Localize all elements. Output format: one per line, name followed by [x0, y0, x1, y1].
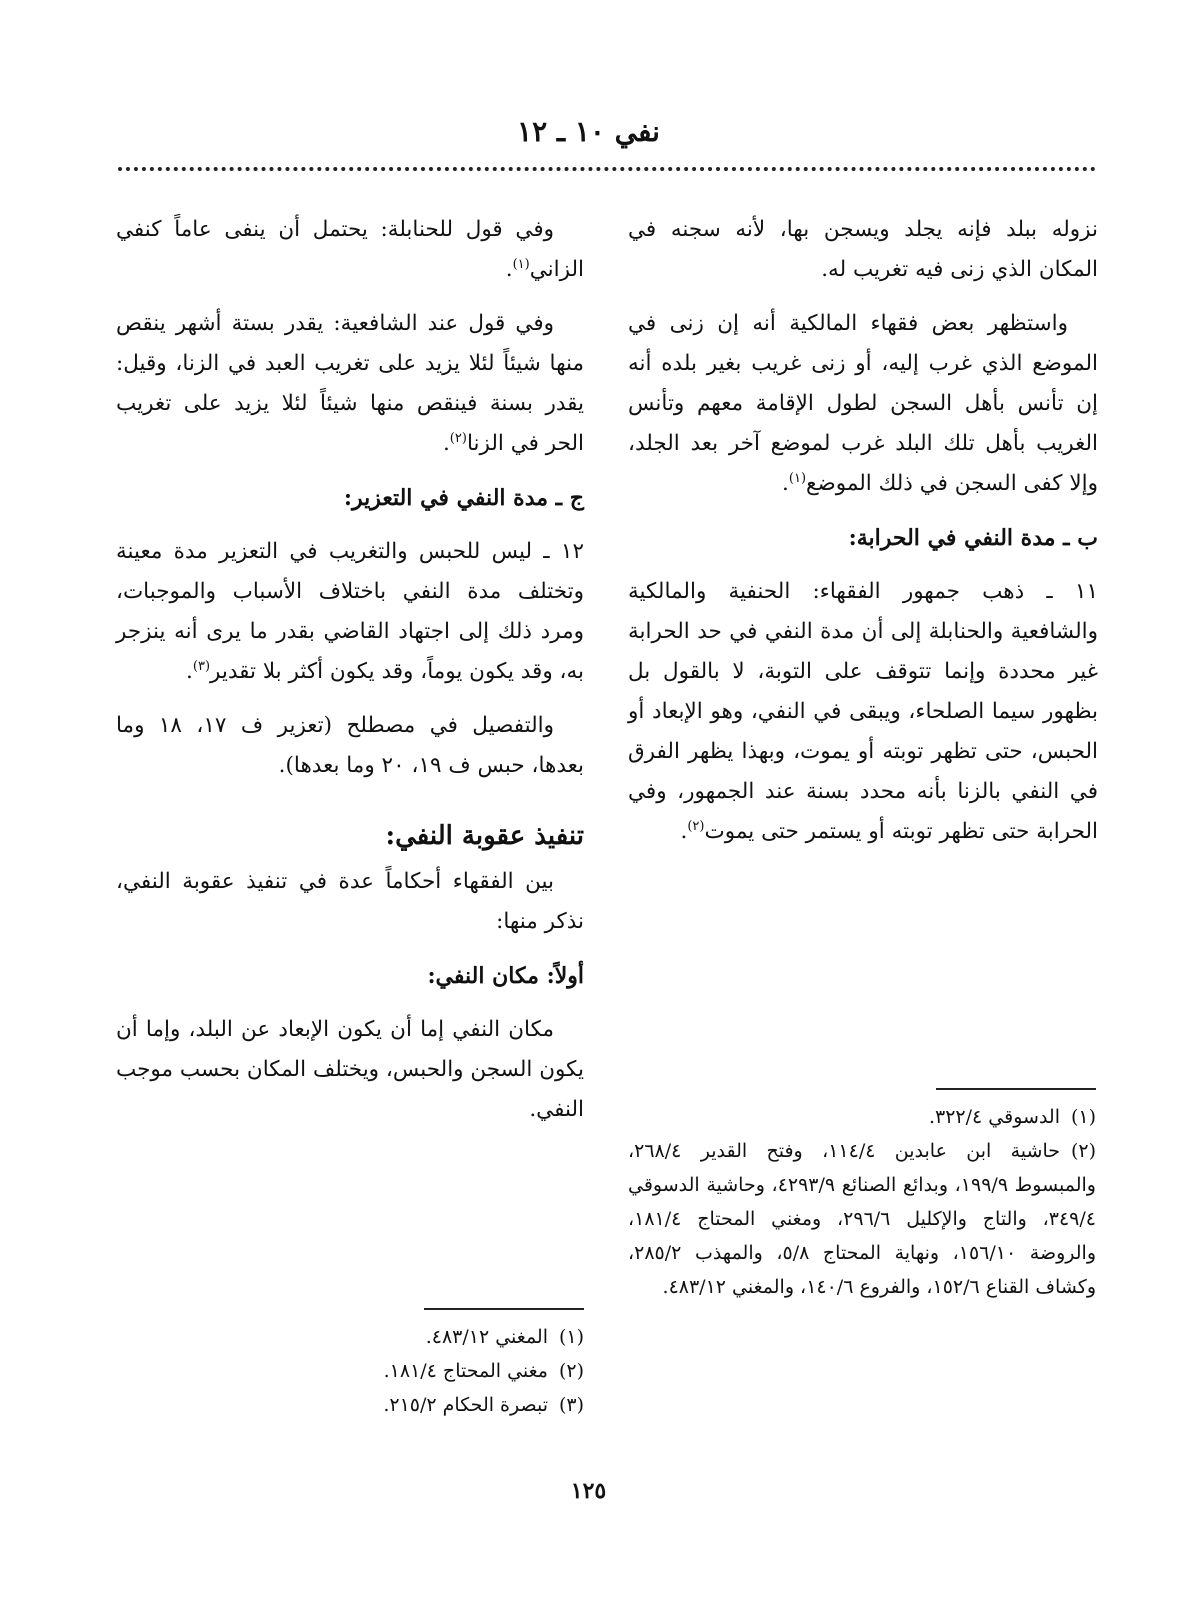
paragraph: وفي قول للحنابلة: يحتمل أن ينفى عاماً كنفي الزاني$^{(١)}$.	[116, 217, 584, 282]
sub-heading: أولاً: مكان النفي:	[427, 963, 584, 989]
footnote-ref: (١)	[788, 470, 807, 486]
footnote: (٢)مغني المحتاج ١٨١/٤.	[383, 1360, 584, 1382]
page-title: نفي ١٠ ـ ١٢	[517, 115, 660, 148]
paragraph: ١٢ ـ ليس للحبس والتغريب في التعزير مدة معينة وتختلف مدة النفي باختلاف الأسباب والموجبات، ومرد ذلك إلى اجتهاد القاضي بقدر ما يرى أنه ينزجر به، وقد يكون يوماً، وقد يكون أكثر بلا تقدير$^{(٣)}$.	[116, 539, 584, 684]
footnote-divider	[936, 1088, 1096, 1090]
right-column	[628, 210, 1098, 866]
section-heading: ج ـ مدة النفي في التعزير:	[343, 485, 584, 511]
header-divider	[118, 167, 1096, 171]
section-heading: ب ـ مدة النفي في الحرابة:	[848, 525, 1098, 551]
footnote-ref: (٢)	[449, 430, 467, 446]
footnote-ref: (٢)	[687, 818, 705, 834]
paragraph: والتفصيل في مصطلح (تعزير ف ١٧، ١٨ وما بعدها، حبس ف ١٩، ٢٠ وما بعدها).	[116, 713, 584, 778]
footnote-ref: (٣)	[192, 658, 211, 674]
footnote-divider	[424, 1308, 584, 1310]
page-number: ١٢٥	[570, 1478, 607, 1504]
paragraph: بين الفقهاء أحكاماً عدة في تنفيذ عقوبة النفي، نذكر منها:	[116, 869, 584, 934]
paragraph: واستظهر بعض فقهاء المالكية أنه إن زنى في الموضع الذي غرب إليه، أو زنى غريب بغير بلده أنه إن تأنس بأهل السجن لطول الإقامة معهم وتأنس الغريب بأهل تلك البلد غرب لموضع آخر بعد الجلد، وإلا كفى السجن في ذلك الموضع$^{(١)}$.	[628, 311, 1098, 496]
footnote: (١)المغني ٤٨٣/١٢.	[425, 1326, 584, 1348]
paragraph: وفي قول عند الشافعية: يقدر بستة أشهر ينقص منها شيئاً لئلا يزيد على تغريب العبد في الزنا، وقيل: يقدر بسنة فينقص منها شيئاً لئلا يزيد على تغريب الحر في الزنا$^{(٢)}$.	[116, 311, 584, 456]
paragraph: ١١ ـ ذهب جمهور الفقهاء: الحنفية والمالكية والشافعية والحنابلة إلى أن مدة النفي في حد الحرابة غير محددة وإنما تتوقف على التوبة، لا بالقول بل بظهور سيما الصلحاء، ويبقى في النفي، وهو الإبعاد أو الحبس، حتى تظهر توبته أو يموت، وبهذا يظهر الفرق في النفي بالزنا بأنه محدد بسنة عند الجمهور، وفي الحرابة حتى تظهر توبته أو يستمر حتى يموت$^{(٢)}$.	[628, 579, 1098, 844]
footnote-ref: (١)	[512, 256, 530, 272]
footnote: (١)الدسوقي ٣٢٢/٤.	[928, 1106, 1096, 1128]
paragraph: مكان النفي إما أن يكون الإبعاد عن البلد، وإما أن يكون السجن والحبس، ويختلف المكان بحسب موجب النفي.	[116, 1017, 584, 1122]
footnote: (٣)تبصرة الحكام ٢١٥/٢.	[383, 1394, 584, 1416]
main-heading: تنفيذ عقوبة النفي:	[385, 821, 584, 851]
footnote: (٢)حاشية ابن عابدين ١١٤/٤، وفتح القدير ٢٦٨/٤، والمبسوط ١٩٩/٩، وبدائع الصنائع ٤٢٩٣/٩، وحاشية الدسوقي ٣٤٩/٤، والتاج والإكليل ٢٩٦/٦، ومغني المحتاج ١٨١/٤، والروضة ١٥٦/١٠، ونهاية المحتاج ٥/٨، والمهذب ٢٨٥/٢، وكشاف القناع ١٥٢/٦، والفروع ١٤٠/٦، والمغني ٤٨٣/١٢.	[628, 1140, 1096, 1298]
footnotes-right	[628, 1088, 1096, 1304]
left-column	[116, 210, 584, 1144]
footnotes-left	[116, 1308, 584, 1422]
paragraph: نزوله ببلد فإنه يجلد ويسجن بها، لأنه سجنه في المكان الذي زنى فيه تغريب له.	[628, 217, 1098, 282]
